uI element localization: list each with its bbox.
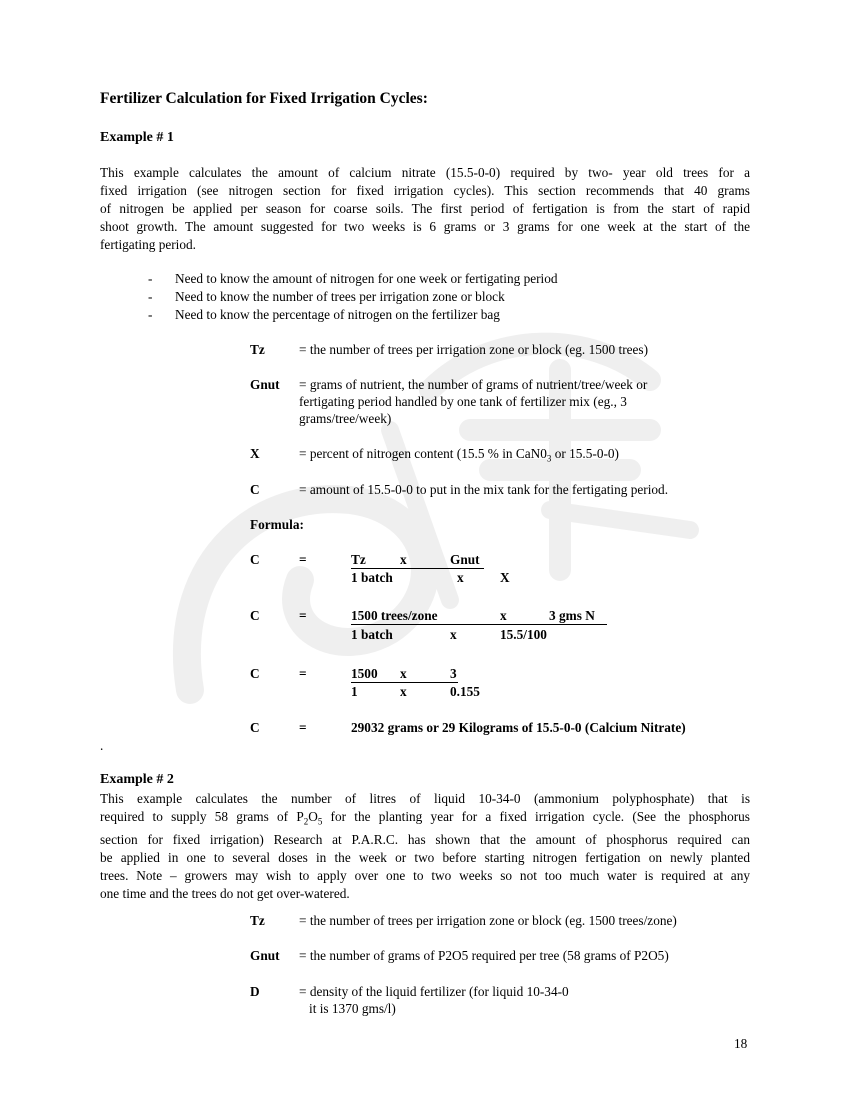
- subscript: 2: [303, 816, 309, 827]
- bullet-text: Need to know the amount of nitrogen for one week or fertigating period: [175, 271, 558, 286]
- paragraph-line-part: for the planting year for a fixed irrigation cycle. (See the phosphorus: [322, 809, 750, 824]
- definition-text-gnut: = the number of grams of P2O5 required per tree (58 grams of P2O5): [299, 948, 669, 963]
- formula-denominator-term: 0.155: [450, 684, 480, 699]
- example-2-title: Example # 2: [100, 772, 174, 787]
- definition-term-gnut: Gnut: [250, 377, 280, 392]
- formula-numerator-term: Gnut: [450, 552, 480, 567]
- definition-text-x-part: = percent of nitrogen content (15.5 % in CaN0: [299, 446, 547, 461]
- definition-term-x: X: [250, 446, 260, 461]
- paragraph-line: section for fixed irrigation) Research at P.A.R.C. has shown that the amount of phosphorus required can: [100, 831, 750, 847]
- definition-text-gnut-line: fertigating period handled by one tank of fertilizer mix (eg., 3: [299, 394, 627, 409]
- bullet-text: Need to know the number of trees per irrigation zone or block: [175, 289, 505, 304]
- paragraph-line: shoot growth. The amount suggested for two weeks is 6 grams or 3 grams for one week at the start of the: [100, 219, 750, 234]
- example-1-title: Example # 1: [100, 130, 174, 145]
- paragraph-line-part: required to supply 58 grams of P: [100, 809, 304, 824]
- trailing-dot: .: [100, 738, 104, 753]
- definition-text-x: [299, 446, 619, 464]
- formula-equals: =: [299, 608, 307, 623]
- formula-denominator-term: 15.5/100: [500, 627, 547, 642]
- paragraph-line: [100, 808, 750, 831]
- bullet-text: Need to know the percentage of nitrogen on the fertilizer bag: [175, 307, 500, 322]
- paragraph-line: of nitrogen be applied per season for coarse soils. The first period of fertigation is from the start of rapid: [100, 201, 750, 216]
- example-1-paragraph: [100, 164, 750, 254]
- definition-term-gnut: Gnut: [250, 948, 280, 963]
- fraction-bar: [351, 682, 458, 683]
- formula-lhs: C: [250, 666, 260, 681]
- page-number: 18: [734, 1036, 748, 1051]
- formula-lhs: C: [250, 552, 260, 567]
- bullet-item: [148, 270, 558, 288]
- definition-text-tz: = the number of trees per irrigation zone or block (eg. 1500 trees/zone): [299, 913, 677, 928]
- formula-denominator-times: x: [457, 570, 464, 585]
- bullet-dash: -: [148, 289, 153, 304]
- definition-term-c: C: [250, 482, 260, 497]
- formula-equals: =: [299, 720, 307, 735]
- paragraph-line: trees. Note – growers may wish to apply over one to two weeks so not too much water is required at any: [100, 867, 750, 883]
- definition-term-d: D: [250, 984, 260, 999]
- formula-equals: =: [299, 552, 307, 567]
- fraction-bar: [351, 568, 484, 569]
- formula-numerator-times: x: [400, 666, 407, 681]
- paragraph-line: fertigating period.: [100, 237, 196, 252]
- formula-denominator-term: 1 batch: [351, 570, 393, 585]
- formula-numerator-times: x: [500, 608, 507, 623]
- formula-denominator-term: 1: [351, 684, 358, 699]
- formula-numerator-times: x: [400, 552, 407, 567]
- formula-lhs: C: [250, 720, 260, 735]
- formula-label: Formula:: [250, 517, 304, 532]
- paragraph-line: This example calculates the amount of calcium nitrate (15.5-0-0) required by two- year old trees for a: [100, 165, 750, 180]
- formula-denominator-term: X: [500, 570, 510, 585]
- formula-numerator-term: 1500: [351, 666, 378, 681]
- formula-numerator-term: Tz: [351, 552, 366, 567]
- definition-term-tz: Tz: [250, 913, 265, 928]
- definition-text-x-part: or 15.5-0-0): [551, 446, 619, 461]
- definition-text-d-line: = density of the liquid fertilizer (for liquid 10-34-0: [299, 984, 569, 999]
- subscript: 5: [317, 816, 323, 827]
- paragraph-line: fixed irrigation (see nitrogen section for fixed irrigation cycles). This section recommends that 40 grams: [100, 183, 750, 198]
- bullet-dash: -: [148, 307, 153, 322]
- bullet-dash: -: [148, 271, 153, 286]
- definition-text-tz: = the number of trees per irrigation zone or block (eg. 1500 trees): [299, 342, 649, 357]
- formula-numerator-term: 3: [450, 666, 457, 681]
- bullet-item: [148, 306, 500, 324]
- definition-term-tz: Tz: [250, 342, 265, 357]
- paragraph-line: be applied in one to several doses in the week or two before starting nitrogen fertigation on newly planted: [100, 849, 750, 865]
- fraction-bar: [351, 624, 607, 625]
- bullet-item: [148, 288, 505, 306]
- formula-numerator-term: 3 gms N: [549, 608, 595, 623]
- definition-text-d-line: it is 1370 gms/l): [309, 1001, 396, 1016]
- example-2-paragraph: [100, 790, 750, 903]
- paragraph-line: one time and the trees do not get over-watered.: [100, 885, 350, 901]
- formula-denominator-term: 1 batch: [351, 627, 393, 642]
- formula-result: 29032 grams or 29 Kilograms of 15.5-0-0 (Calcium Nitrate): [351, 720, 686, 735]
- formula-equals: =: [299, 666, 307, 681]
- page-heading: Fertilizer Calculation for Fixed Irrigation Cycles:: [100, 90, 428, 107]
- definition-text-gnut-line: = grams of nutrient, the number of grams of nutrient/tree/week or: [299, 377, 648, 392]
- subscript: 3: [546, 453, 552, 464]
- definition-text-c: = amount of 15.5-0-0 to put in the mix tank for the fertigating period.: [299, 482, 669, 497]
- formula-denominator-times: x: [450, 627, 457, 642]
- definition-text-gnut-line: grams/tree/week): [299, 411, 392, 426]
- formula-denominator-times: x: [400, 684, 407, 699]
- paragraph-line: This example calculates the number of litres of liquid 10-34-0 (ammonium polyphosphate) that is: [100, 791, 750, 806]
- formula-numerator-term: 1500 trees/zone: [351, 608, 438, 623]
- paragraph-line-part: O: [308, 809, 318, 824]
- formula-lhs: C: [250, 608, 260, 623]
